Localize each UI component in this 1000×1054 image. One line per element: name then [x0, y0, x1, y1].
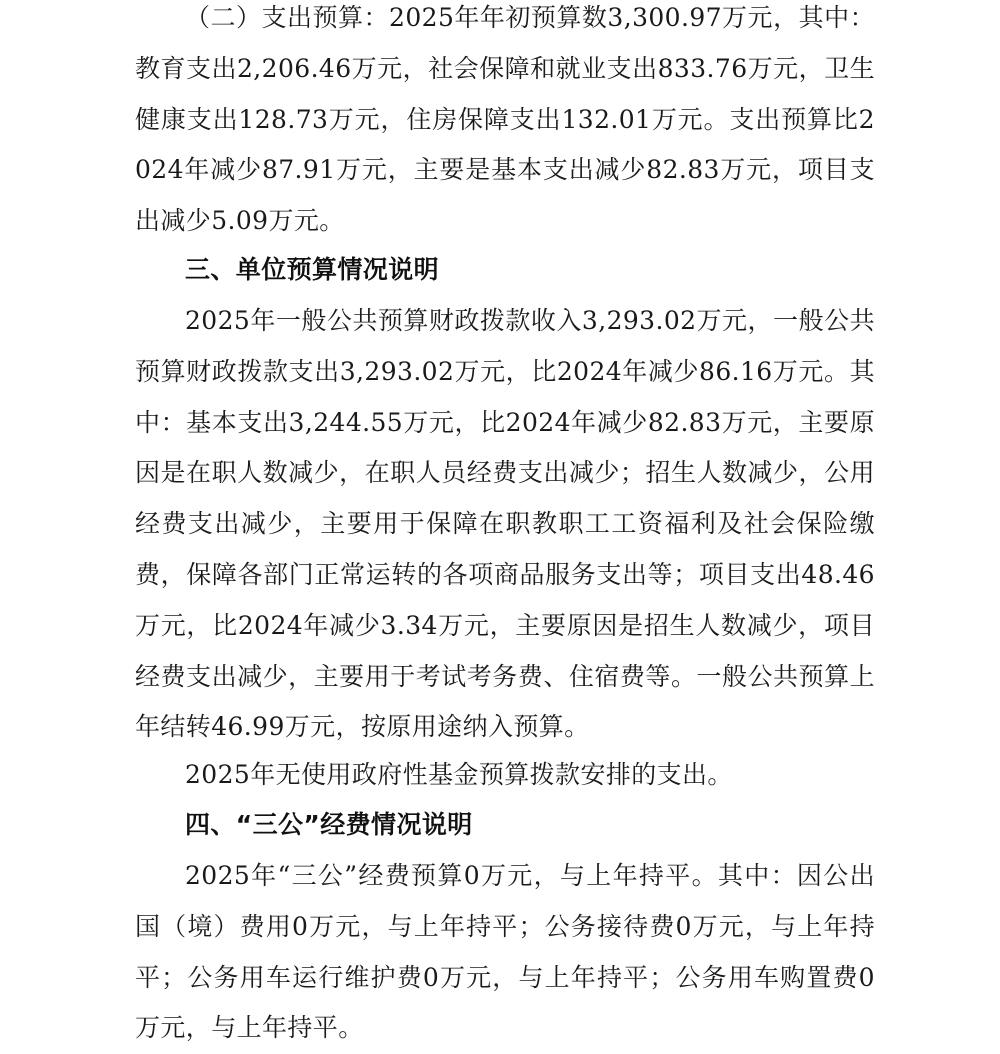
paragraph-government-fund: 2025年无使用政府性基金预算拨款安排的支出。	[185, 760, 733, 789]
section-heading-unit-budget: 三、单位预算情况说明	[185, 255, 440, 284]
section-heading-three-public-expenses: 四、“三公”经费情况说明	[185, 810, 473, 839]
paragraph-unit-budget: 2025年一般公共预算财政拨款收入3,293.02万元，一般公共预算财政拨款支出3,293.02万元，比2024年减少86.16万元。其中：基本支出3,244.55万元，比2024年减少82.83万元，主要原因是在职人数减少，在职人员经费支出减少；招生人数减少，公用经费支出减少，主要用于保障在职教职工工资福利及社会保险缴费，保障各部门正常运转的各项商品服务支出等；项目支出48.46万元，比2024年减少3.34万元，主要原因是招生人数减少，项目经费支出减少，主要用于考试考务费、住宿费等。一般公共预算上年结转46.99万元，按原用途纳入预算。	[135, 306, 875, 742]
paragraph-expenditure-budget: （二）支出预算：2025年年初预算数3,300.97万元，其中：教育支出2,206.46万元，社会保障和就业支出833.76万元，卫生健康支出128.73万元，住房保障支出132.01万元。支出预算比2024年减少87.91万元，主要是基本支出减少82.83万元，项目支出减少5.09万元。	[135, 3, 875, 236]
paragraph-three-public-expenses: 2025年“三公”经费预算0万元，与上年持平。其中：因公出国（境）费用0万元，与上年持平；公务接待费0万元，与上年持平；公务用车运行维护费0万元，与上年持平；公务用车购置费0万元，与上年持平。	[135, 861, 875, 1043]
